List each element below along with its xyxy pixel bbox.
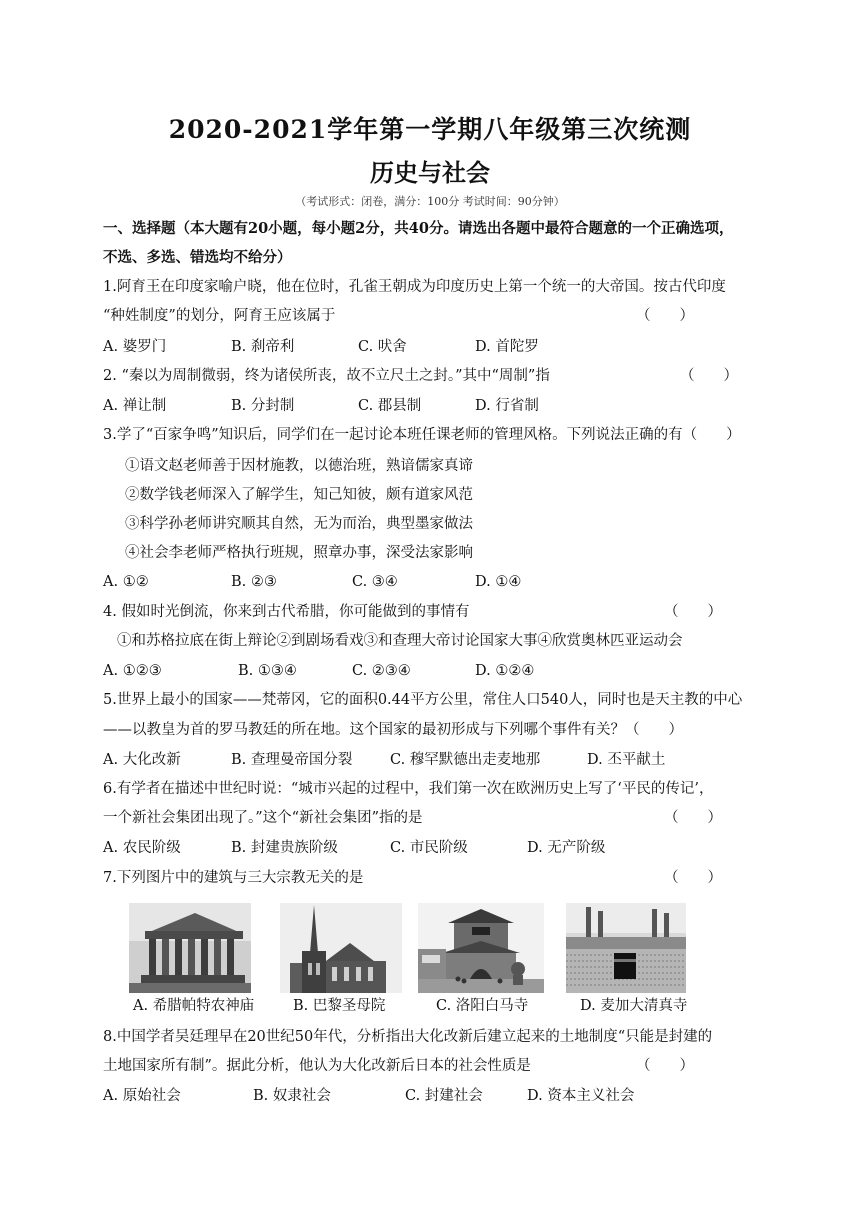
exam-info: （考试形式：闭卷，满分：100分 考试时间：90分钟）	[295, 195, 565, 208]
q1-option-a: A. 婆罗门	[103, 339, 167, 355]
q6-option-a: A. 农民阶级	[103, 840, 181, 856]
q3-option-d: D. ①④	[475, 574, 522, 590]
q5-option-c: C. 穆罕默德出走麦地那	[390, 752, 541, 768]
exam-title: 2020-2021学年第一学期八年级第三次统测	[168, 115, 692, 144]
q7-caption-b: B. 巴黎圣母院	[293, 998, 386, 1014]
q6-option-c: C. 市民阶级	[390, 840, 468, 856]
q1-stem-line1: 1.阿育王在印度家喻户晓，他在位时，孔雀王朝成为印度历史上第一个统一的大帝国。按古代印度	[103, 279, 726, 295]
q8-option-d: D. 资本主义社会	[527, 1088, 635, 1104]
q2-answer-paren: （ ）	[680, 368, 738, 384]
q4-answer-paren: （ ）	[664, 604, 722, 620]
q4-option-d: D. ①②④	[475, 663, 535, 679]
q1-option-d: D. 首陀罗	[475, 339, 539, 355]
q3-statement-1: ①语文赵老师善于因材施教，以德治班，熟谙儒家真谛	[125, 458, 473, 474]
q6-stem-line1: 6.有学者在描述中世纪时说：“城市兴起的过程中，我们第一次在欧洲历史上写了‘平民的传记’，	[103, 781, 714, 797]
q3-stem: 3.学了“百家争鸣”知识后，同学们在一起讨论本班任课老师的管理风格。下列说法正确的有（ ）	[103, 427, 741, 443]
subject-title: 历史与社会	[370, 158, 490, 187]
parthenon-image	[129, 903, 251, 993]
q6-option-b: B. 封建贵族阶级	[231, 840, 338, 856]
q3-option-a: A. ①②	[103, 574, 149, 590]
mecca-mosque-image	[566, 903, 686, 993]
q8-stem-line1: 8.中国学者吴廷理早在20世纪50年代，分析指出大化改新后建立起来的土地制度“只能是封建的	[103, 1029, 713, 1045]
q8-option-a: A. 原始社会	[103, 1088, 181, 1104]
q6-option-d: D. 无产阶级	[527, 840, 606, 856]
q2-stem: 2. “秦以为周制微弱，终为诸侯所丧，故不立尺土之封。”其中“周制”指	[103, 368, 550, 384]
q7-answer-paren: （ ）	[664, 870, 722, 886]
q8-option-c: C. 封建社会	[405, 1088, 483, 1104]
q3-statement-4: ④社会李老师严格执行班规，照章办事，深受法家影响	[125, 545, 473, 561]
q7-stem: 7.下列图片中的建筑与三大宗教无关的是	[103, 870, 364, 886]
q4-option-b: B. ①③④	[238, 663, 297, 679]
q2-option-d: D. 行省制	[475, 398, 539, 414]
q5-option-a: A. 大化改新	[103, 752, 181, 768]
q8-answer-paren: （ ）	[636, 1058, 694, 1074]
q5-option-b: B. 查理曼帝国分裂	[231, 752, 353, 768]
q8-stem-line2: 土地国家所有制”。据此分析，他认为大化改新后日本的社会性质是	[103, 1058, 531, 1074]
q3-statement-3: ③科学孙老师讲究顺其自然，无为而治，典型墨家做法	[125, 516, 473, 532]
q3-statement-2: ②数学钱老师深入了解学生，知己知彼，颇有道家风范	[125, 487, 473, 503]
q1-stem-line2: “种姓制度”的划分，阿育王应该属于	[103, 308, 336, 324]
q2-option-c: C. 郡县制	[358, 398, 422, 414]
q2-option-b: B. 分封制	[231, 398, 295, 414]
q7-caption-a: A. 希腊帕特农神庙	[133, 998, 255, 1014]
q5-option-d: D. 丕平献土	[587, 752, 666, 768]
q7-caption-d: D. 麦加大清真寺	[580, 998, 688, 1014]
q1-answer-paren: （ ）	[636, 308, 694, 324]
q5-stem-line2: ——以教皇为首的罗马教廷的所在地。这个国家的最初形成与下列哪个事件有关？（ ）	[103, 722, 683, 738]
q4-option-c: C. ②③④	[352, 663, 411, 679]
q3-option-b: B. ②③	[231, 574, 277, 590]
section1-heading-line1: 一、选择题（本大题有20小题，每小题2分，共40分。请选出各题中最符合题意的一个正确选项，	[103, 220, 734, 237]
q4-statements: ①和苏格拉底在街上辩论②到剧场看戏③和查理大帝讨论国家大事④欣赏奥林匹亚运动会	[117, 633, 683, 649]
q2-option-a: A. 禅让制	[103, 398, 167, 414]
white-horse-temple-image	[418, 903, 544, 993]
q5-stem-line1: 5.世界上最小的国家——梵蒂冈，它的面积0.44平方公里，常住人口540人，同时也是天主教的中心	[103, 692, 743, 708]
q6-answer-paren: （ ）	[664, 810, 722, 826]
q6-stem-line2: 一个新社会集团出现了。”这个“新社会集团”指的是	[103, 810, 423, 826]
q4-stem: 4. 假如时光倒流，你来到古代希腊，你可能做到的事情有	[103, 604, 470, 620]
notre-dame-image	[280, 903, 402, 993]
q3-option-c: C. ③④	[352, 574, 398, 590]
q4-option-a: A. ①②③	[103, 663, 162, 679]
q7-caption-c: C. 洛阳白马寺	[436, 998, 529, 1014]
q1-option-b: B. 刹帝利	[231, 339, 295, 355]
q1-option-c: C. 吠舍	[358, 339, 407, 355]
q8-option-b: B. 奴隶社会	[253, 1088, 331, 1104]
section1-heading-line2: 不选、多选、错选均不给分）	[103, 249, 292, 266]
